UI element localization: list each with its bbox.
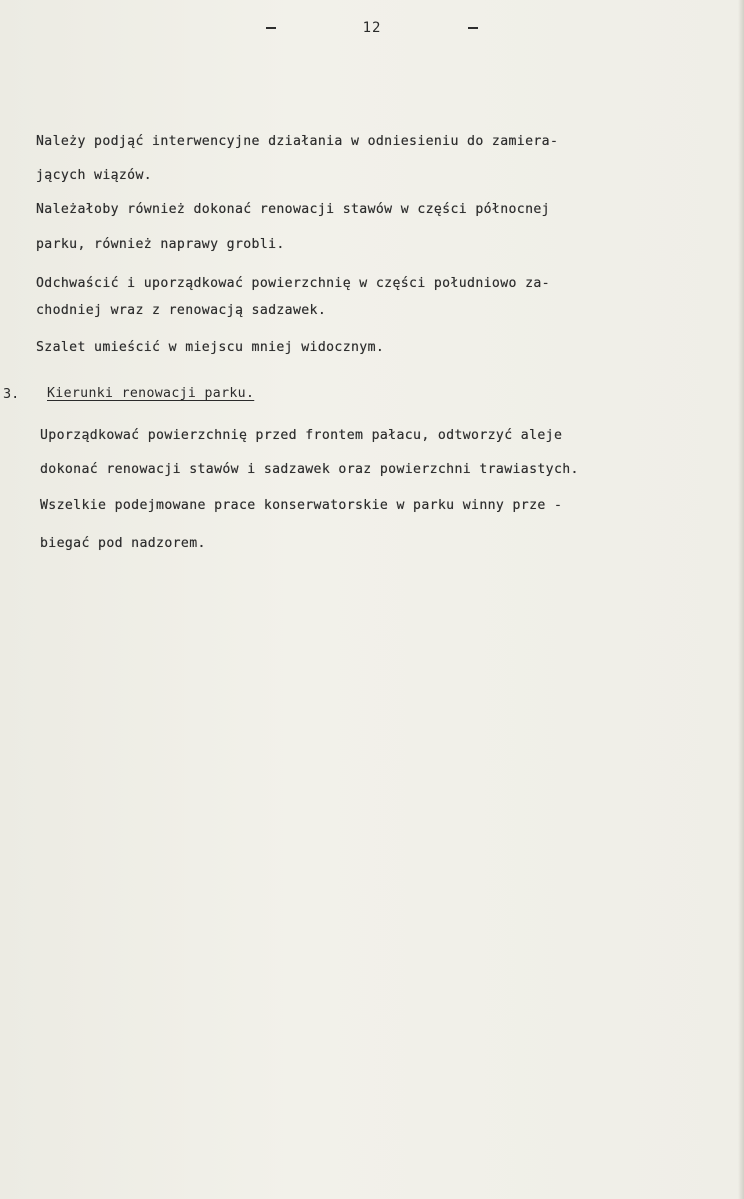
paragraph-line: Odchwaścić i uporządkować powierzchnię w części południowo za- bbox=[36, 276, 550, 291]
section-body-line: dokonać renowacji stawów i sadzawek oraz powierzchni trawiastych. bbox=[40, 462, 579, 477]
section-title: Kierunki renowacji parku. bbox=[47, 386, 255, 401]
paragraph-line: Szalet umieścić w miejscu mniej widocznym. bbox=[36, 340, 385, 355]
page-edge-shadow bbox=[738, 0, 744, 1199]
paragraph-line: Należałoby również dokonać renowacji stawów w części północnej bbox=[36, 202, 550, 217]
paragraph-line: Należy podjąć interwencyjne działania w odniesieniu do zamiera- bbox=[36, 134, 559, 149]
section-body-line: Wszelkie podejmowane prace konserwatorskie w parku winny prze - bbox=[40, 498, 563, 513]
section-body-line: biegać pod nadzorem. bbox=[40, 536, 206, 551]
section-number: 3. bbox=[3, 386, 20, 402]
section-body-line: Uporządkować powierzchnię przed frontem pałacu, odtworzyć aleje bbox=[40, 428, 563, 443]
paragraph-line: jących wiązów. bbox=[36, 168, 153, 183]
paragraph-line: parku, również naprawy grobli. bbox=[36, 237, 285, 252]
dash-right bbox=[468, 27, 478, 29]
page-number-header bbox=[0, 20, 744, 36]
dash-left bbox=[266, 27, 276, 29]
page-number: 12 bbox=[362, 20, 382, 36]
paragraph-line: chodniej wraz z renowacją sadzawek. bbox=[36, 303, 327, 318]
